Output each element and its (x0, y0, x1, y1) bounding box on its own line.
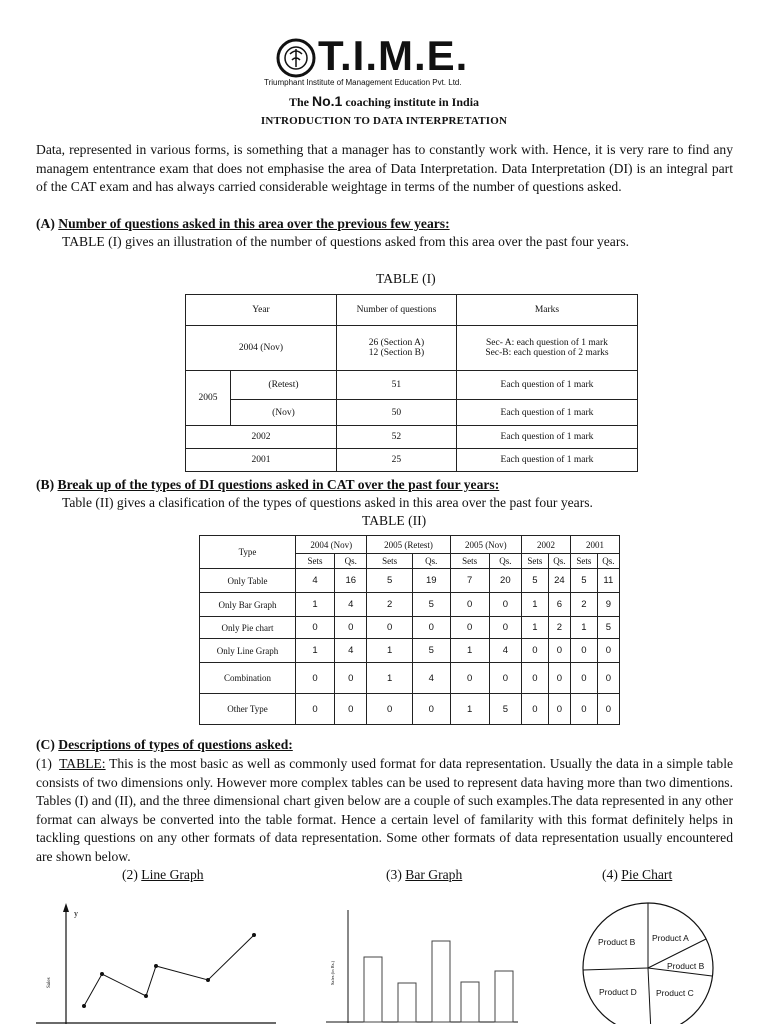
item1-term: TABLE: (59, 756, 106, 771)
table-cell: 5 (412, 639, 450, 663)
table-row (200, 617, 620, 639)
line-point (82, 1004, 86, 1008)
table-cell: 0 (489, 593, 521, 617)
table-cell: 0 (522, 639, 549, 663)
table-cell: 0 (548, 694, 570, 725)
table-subheader: Sets (296, 554, 335, 569)
table-cell: 2005 (186, 371, 231, 426)
table-row (200, 536, 620, 554)
table-header: Type (200, 536, 296, 569)
table-row (186, 371, 638, 400)
table-cell: 1 (367, 639, 412, 663)
pie-label: Product A (652, 933, 689, 943)
table1-caption: TABLE (I) (376, 271, 436, 286)
table-cell: 19 (412, 569, 450, 593)
bar-side-label: Sales (in Rs.) (330, 960, 335, 985)
table-header: 2002 (522, 536, 571, 554)
table-header: Number of questions (336, 295, 456, 326)
section-c-heading (36, 737, 293, 753)
table-cell: 4 (489, 639, 521, 663)
table-cell: 25 (336, 449, 456, 472)
table-cell: 1 (522, 593, 549, 617)
table-cell: 0 (335, 663, 367, 694)
table-cell: 26 (Section A) 12 (Section B) (336, 326, 456, 371)
section-b-title: Break up of the types of DI questions asked in CAT over the past four years: (57, 477, 500, 492)
table-cell: 2 (367, 593, 412, 617)
table2-body (200, 569, 620, 725)
pie-divider (648, 968, 651, 1024)
section-c-item1 (36, 755, 733, 866)
table-cell: 4 (296, 569, 335, 593)
table-cell: 11 (597, 569, 619, 593)
bar (495, 971, 513, 1022)
table-subheader: Qs. (548, 554, 570, 569)
table-subheader: Qs. (597, 554, 619, 569)
bar (461, 982, 479, 1022)
table-row-type: Other Type (200, 694, 296, 725)
logo (264, 32, 496, 96)
table-subheader: Qs. (489, 554, 521, 569)
pie-chart (580, 900, 720, 1024)
table-cell: Each question of 1 mark (456, 371, 637, 400)
table-cell: 2001 (186, 449, 337, 472)
table-subheader: Sets (450, 554, 489, 569)
logo-text: T.I.M.E. (318, 32, 469, 79)
table-cell: 51 (336, 371, 456, 400)
table-cell: 52 (336, 426, 456, 449)
table-cell: 1 (367, 663, 412, 694)
pie-label: Product B (667, 961, 705, 971)
line-point (154, 964, 158, 968)
table-cell: 2002 (186, 426, 337, 449)
tagline-no1: No.1 (311, 93, 343, 109)
section-a-label: (A) (36, 216, 55, 231)
table-cell: 0 (597, 663, 619, 694)
table-cell: 0 (450, 617, 489, 639)
table-cell: 0 (548, 639, 570, 663)
line-graph (36, 900, 276, 1024)
tagline-post: coaching institute in India (345, 95, 480, 109)
table-cell: 1 (450, 694, 489, 725)
table-row (200, 663, 620, 694)
bar-graph-title: Bar Graph (405, 867, 463, 882)
table-subheader: Sets (367, 554, 412, 569)
table-cell: 4 (335, 593, 367, 617)
table-cell: 0 (367, 694, 412, 725)
table-cell: 24 (548, 569, 570, 593)
section-b-text: Table (II) gives a clasification of the types of questions asked in this area over the past four years. (62, 495, 593, 510)
table-cell: 9 (597, 593, 619, 617)
pie-label: Product B (598, 937, 636, 947)
section-b-heading (36, 477, 499, 493)
table-cell: 4 (412, 663, 450, 694)
table-cell: 6 (548, 593, 570, 617)
table-cell: 0 (335, 694, 367, 725)
table-cell: Sec- A: each question of 1 mark Sec-B: each question of 2 marks (456, 326, 637, 371)
table-cell: 5 (522, 569, 549, 593)
line-point (144, 994, 148, 998)
table-cell: 0 (412, 617, 450, 639)
y-axis-arrow-icon (63, 903, 69, 912)
table-cell: 50 (336, 400, 456, 426)
table-cell: 20 (489, 569, 521, 593)
table-header: 2004 (Nov) (296, 536, 367, 554)
table-cell: 1 (522, 617, 549, 639)
table-row (200, 639, 620, 663)
table-header: 2001 (570, 536, 619, 554)
table-row (200, 569, 620, 593)
line-graph-caption: (2) Line Graph (122, 867, 204, 882)
table-cell: 0 (489, 617, 521, 639)
table-subheader: Sets (522, 554, 549, 569)
table-row (200, 694, 620, 725)
table-cell: 2 (570, 593, 597, 617)
line-point (100, 972, 104, 976)
document-title: INTRODUCTION TO DATA INTERPRETATION (260, 115, 508, 127)
table-cell: 0 (489, 663, 521, 694)
table-row (186, 426, 638, 449)
table-row (186, 295, 638, 326)
table-cell: 0 (412, 694, 450, 725)
table1 (185, 294, 638, 472)
bar (432, 941, 450, 1022)
tagline (0, 93, 768, 110)
table-cell: 0 (296, 694, 335, 725)
table-row-type: Only Bar Graph (200, 593, 296, 617)
section-a-text: TABLE (I) gives an illustration of the number of questions asked from this area over the past four years. (62, 234, 630, 249)
table-cell: 16 (335, 569, 367, 593)
table-subheader: Sets (570, 554, 597, 569)
bar-graph (318, 900, 518, 1024)
table-cell: Each question of 1 mark (456, 449, 637, 472)
table-cell: 0 (597, 694, 619, 725)
table-cell: 0 (367, 617, 412, 639)
table-cell: (Nov) (231, 400, 337, 426)
table-row-type: Only Pie chart (200, 617, 296, 639)
table-cell: 0 (296, 663, 335, 694)
table-cell: 0 (450, 593, 489, 617)
pie-label: Product D (599, 987, 637, 997)
table-header: Marks (456, 295, 637, 326)
section-a-title: Number of questions asked in this area over the previous few years: (58, 216, 450, 231)
table-cell: 5 (597, 617, 619, 639)
table-cell: Each question of 1 mark (456, 426, 637, 449)
table-cell: 2 (548, 617, 570, 639)
line-series (84, 935, 254, 1006)
table-cell: 5 (489, 694, 521, 725)
table-row-type: Only Table (200, 569, 296, 593)
logo-subtitle: Triumphant Institute of Management Education Pvt. Ltd. (264, 78, 462, 87)
table-header: Year (186, 295, 337, 326)
line-point (206, 978, 210, 982)
line-points (82, 933, 256, 1008)
table-row (186, 326, 638, 371)
item1-label: (1) (36, 756, 52, 771)
table-cell: 2004 (Nov) (186, 326, 337, 371)
table-cell: 7 (450, 569, 489, 593)
line-graph-title: Line Graph (141, 867, 204, 882)
table-cell: 5 (367, 569, 412, 593)
table-cell: 1 (296, 639, 335, 663)
pie-chart-caption: (4) Pie Chart (602, 867, 673, 882)
table-row (186, 400, 638, 426)
table-subheader: Qs. (335, 554, 367, 569)
table-cell: 0 (296, 617, 335, 639)
table-cell: 0 (597, 639, 619, 663)
y-axis-label: y (74, 909, 78, 918)
table-cell: 1 (450, 639, 489, 663)
bar (364, 957, 382, 1022)
table2-caption: TABLE (II) (362, 513, 427, 528)
pie-chart-title: Pie Chart (621, 867, 673, 882)
table-cell: 0 (450, 663, 489, 694)
table-header: 2005 (Retest) (367, 536, 450, 554)
table-cell: 0 (522, 694, 549, 725)
section-c-label: (C) (36, 737, 55, 752)
table-cell: 0 (570, 639, 597, 663)
bar (398, 983, 416, 1022)
table-cell: 5 (412, 593, 450, 617)
table-cell: Each question of 1 mark (456, 400, 637, 426)
table-row-type: Only Line Graph (200, 639, 296, 663)
table-cell: 5 (570, 569, 597, 593)
table-cell: (Retest) (231, 371, 337, 400)
pie-divider (583, 968, 648, 970)
table-cell: 1 (296, 593, 335, 617)
table-row (200, 593, 620, 617)
pie-label: Product C (656, 988, 694, 998)
section-c-title: Descriptions of types of questions asked: (58, 737, 293, 752)
table-header: 2005 (Nov) (450, 536, 521, 554)
line-point (252, 933, 256, 937)
tagline-pre: The (288, 95, 309, 109)
item1-text: This is the most basic as well as commonly used format for data representation. Usually the data in a simple table consists of two dimensions only. However more complex tables can be used to represent data having more than two dimentions. Tables (I) and (II), and the three dimensional chart given below are a couple of such examples.The data represented in any other format can always be converted into the table format. Hence a certain level of familarity with this format definitely helps in tackling questions on any other formats of data representation. Some other formats of data representation usually encountered are shown below. (36, 756, 733, 864)
table-cell: 4 (335, 639, 367, 663)
table-subheader: Qs. (412, 554, 450, 569)
intro-paragraph: Data, represented in various forms, is something that a manager has to constantly work with. Hence, it is very rare to find any managem ententrance exam that does not emphasise the area of Data Interpretation. Data Interpretation (DI) is an integral part of the CAT exam and has always carried considerable weightage in terms of the number of questions asked. (36, 142, 733, 194)
table-cell: 0 (522, 663, 549, 694)
table-cell: 0 (570, 663, 597, 694)
bar-graph-caption: (3) Bar Graph (386, 867, 463, 882)
time-emblem-icon (276, 38, 316, 78)
table2 (199, 535, 620, 725)
table-cell: 0 (570, 694, 597, 725)
table-row-type: Combination (200, 663, 296, 694)
section-b-label: (B) (36, 477, 55, 492)
table-cell: 0 (335, 617, 367, 639)
table-cell: 0 (548, 663, 570, 694)
section-a-heading (36, 216, 450, 232)
line-side-label: Sales (47, 977, 52, 988)
table-cell: 1 (570, 617, 597, 639)
table-row (186, 449, 638, 472)
